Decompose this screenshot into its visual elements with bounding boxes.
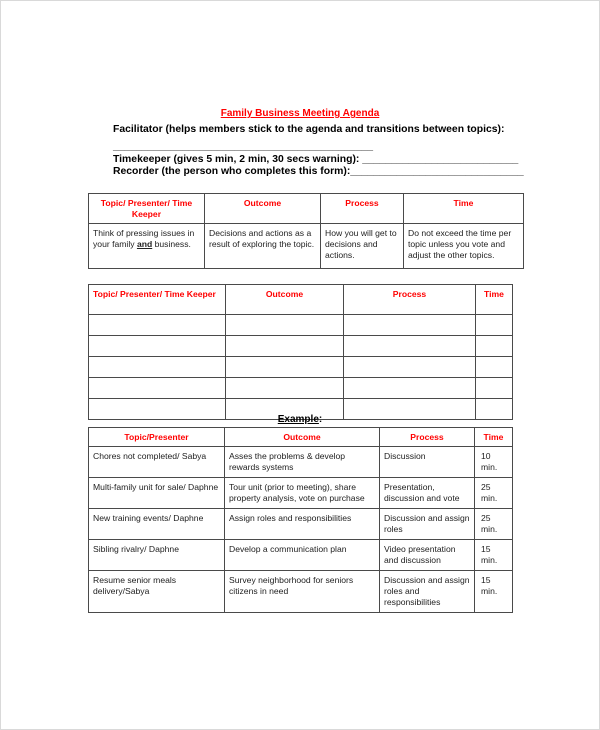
process-cell[interactable] bbox=[344, 378, 476, 399]
outcome-cell: Develop a communication plan bbox=[225, 540, 380, 571]
header-process: Process bbox=[380, 428, 475, 447]
agenda-table-header bbox=[89, 285, 513, 315]
guide-time-cell: Do not exceed the time per topic unless you vote and adjust the other topics. bbox=[404, 224, 524, 269]
guide-topic-cell: Think of pressing issues in your family and business. bbox=[89, 224, 205, 269]
outcome-cell[interactable] bbox=[226, 336, 344, 357]
topic-cell[interactable] bbox=[89, 357, 226, 378]
time-cell: 15 min. bbox=[475, 571, 513, 613]
outcome-cell[interactable] bbox=[226, 315, 344, 336]
example-table-header bbox=[89, 428, 513, 447]
header-process: Process bbox=[321, 194, 404, 224]
time-cell: 25 min. bbox=[475, 509, 513, 540]
guide-table-header bbox=[89, 194, 524, 224]
process-cell: Discussion bbox=[380, 447, 475, 478]
example-label: Example: bbox=[277, 414, 323, 425]
header-process: Process bbox=[344, 285, 476, 315]
topic-cell: Resume senior meals delivery/Sabya bbox=[89, 571, 225, 613]
facilitator-line: Facilitator (helps members stick to the agenda and transitions between topics): bbox=[113, 124, 505, 135]
process-cell: Discussion and assign roles and responsibilities bbox=[380, 571, 475, 613]
table-row bbox=[89, 478, 513, 509]
header-topic: Topic/Presenter bbox=[89, 428, 225, 447]
document-title: Family Business Meeting Agenda bbox=[220, 108, 380, 119]
time-cell[interactable] bbox=[476, 357, 513, 378]
topic-cell: Multi-family unit for sale/ Daphne bbox=[89, 478, 225, 509]
header-outcome: Outcome bbox=[225, 428, 380, 447]
table-row[interactable] bbox=[89, 357, 513, 378]
time-cell[interactable] bbox=[476, 378, 513, 399]
header-time: Time bbox=[404, 194, 524, 224]
header-outcome: Outcome bbox=[226, 285, 344, 315]
process-cell: Discussion and assign roles bbox=[380, 509, 475, 540]
time-cell[interactable] bbox=[476, 315, 513, 336]
facilitator-blank: _____________________________________________ bbox=[113, 141, 374, 152]
time-cell: 15 min. bbox=[475, 540, 513, 571]
table-row[interactable] bbox=[89, 378, 513, 399]
guide-outcome-cell: Decisions and actions as a result of exploring the topic. bbox=[205, 224, 321, 269]
topic-cell: New training events/ Daphne bbox=[89, 509, 225, 540]
outcome-cell: Assign roles and responsibilities bbox=[225, 509, 380, 540]
outcome-cell: Tour unit (prior to meeting), share property analysis, vote on purchase bbox=[225, 478, 380, 509]
outcome-cell: Asses the problems & develop rewards systems bbox=[225, 447, 380, 478]
guide-table bbox=[88, 193, 524, 269]
agenda-table bbox=[88, 284, 513, 420]
header-outcome: Outcome bbox=[205, 194, 321, 224]
header-time: Time bbox=[475, 428, 513, 447]
process-cell[interactable] bbox=[344, 357, 476, 378]
topic-cell[interactable] bbox=[89, 315, 226, 336]
recorder-line: Recorder (the person who completes this form):______________________________ bbox=[113, 166, 524, 177]
table-row bbox=[89, 509, 513, 540]
time-cell: 25 min. bbox=[475, 478, 513, 509]
outcome-cell[interactable] bbox=[226, 357, 344, 378]
table-row bbox=[89, 540, 513, 571]
time-cell[interactable] bbox=[476, 336, 513, 357]
table-row[interactable] bbox=[89, 315, 513, 336]
header-topic: Topic/ Presenter/ Time Keeper bbox=[89, 285, 226, 315]
topic-cell: Sibling rivalry/ Daphne bbox=[89, 540, 225, 571]
topic-cell[interactable] bbox=[89, 336, 226, 357]
table-row bbox=[89, 224, 524, 269]
example-table bbox=[88, 427, 513, 613]
header-time: Time bbox=[476, 285, 513, 315]
process-cell[interactable] bbox=[344, 336, 476, 357]
table-row[interactable] bbox=[89, 336, 513, 357]
process-cell: Video presentation and discussion bbox=[380, 540, 475, 571]
guide-process-cell: How you will get to decisions and actions. bbox=[321, 224, 404, 269]
process-cell: Presentation, discussion and vote bbox=[380, 478, 475, 509]
timekeeper-line: Timekeeper (gives 5 min, 2 min, 30 secs warning): ___________________________ bbox=[113, 154, 519, 165]
outcome-cell[interactable] bbox=[226, 378, 344, 399]
process-cell[interactable] bbox=[344, 315, 476, 336]
outcome-cell: Survey neighborhood for seniors citizens in need bbox=[225, 571, 380, 613]
topic-cell: Chores not completed/ Sabya bbox=[89, 447, 225, 478]
table-row bbox=[89, 447, 513, 478]
header-topic: Topic/ Presenter/ Time Keeper bbox=[89, 194, 205, 224]
time-cell: 10 min. bbox=[475, 447, 513, 478]
table-row bbox=[89, 571, 513, 613]
topic-cell[interactable] bbox=[89, 378, 226, 399]
